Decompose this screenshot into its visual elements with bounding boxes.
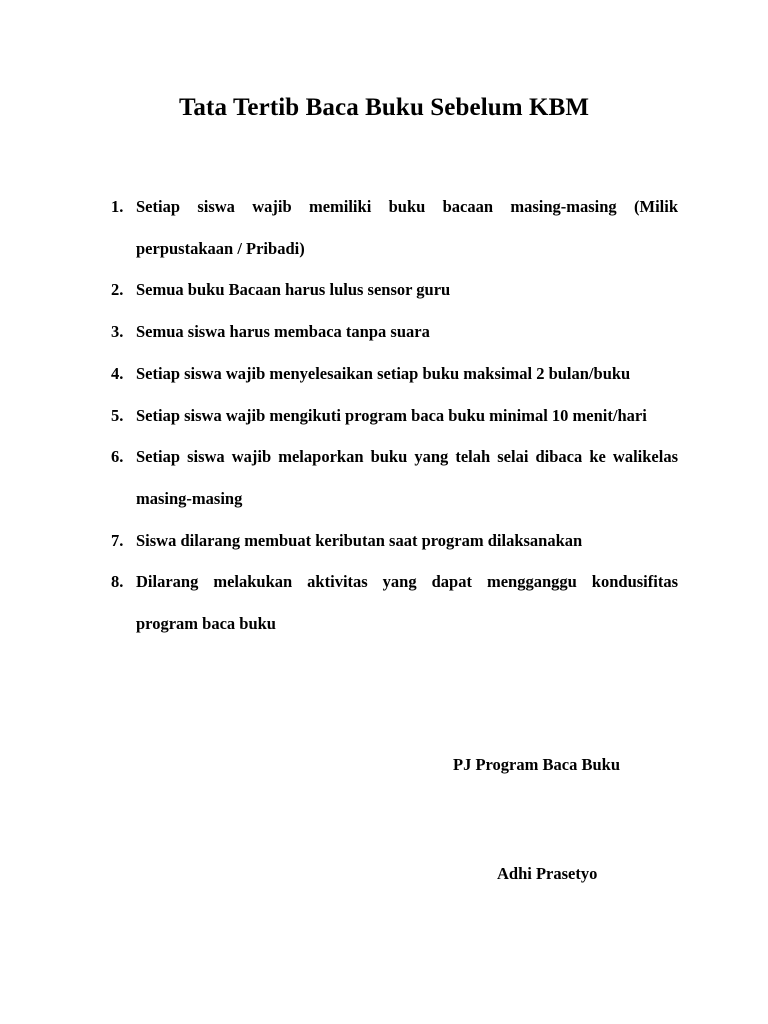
- rule-text: Dilarang melakukan aktivitas yang dapat mengganggu kondusifitas program baca buku: [136, 572, 678, 634]
- signature-name: Adhi Prasetyo: [497, 864, 598, 883]
- rule-number: 6.: [111, 447, 124, 467]
- rule-number: 3.: [111, 322, 124, 342]
- rule-item: [111, 436, 678, 519]
- rule-number: 1.: [111, 197, 124, 216]
- rule-text: Siswa dilarang membuat keributan saat program dilaksanakan: [136, 530, 583, 550]
- rule-item: [111, 269, 678, 311]
- rule-number: 8.: [111, 572, 124, 592]
- rule-text: Semua buku Bacaan harus lulus sensor guru: [136, 280, 451, 300]
- rule-text: Setiap siswa wajib menyelesaikan setiap buku maksimal 2 bulan/buku: [136, 363, 631, 383]
- signature-role: PJ Program Baca Buku: [453, 755, 620, 774]
- rule-item: [111, 186, 678, 269]
- rule-text: Setiap siswa wajib mengikuti program baca buku minimal 10 menit/hari: [136, 405, 647, 425]
- rule-item: [111, 353, 678, 395]
- document-title: Tata Tertib Baca Buku Sebelum KBM: [178, 94, 590, 121]
- rule-item: [111, 311, 678, 353]
- rule-text: Setiap siswa wajib memiliki buku bacaan masing-masing (Milik perpustakaan / Pribadi): [136, 197, 678, 258]
- rules-list: [111, 186, 678, 645]
- rule-number: 2.: [111, 280, 124, 300]
- rule-item: [111, 561, 678, 644]
- rule-text: Semua siswa harus membaca tanpa suara: [136, 322, 430, 342]
- rule-item: [111, 520, 678, 562]
- rule-item: [111, 395, 678, 437]
- rule-number: 4.: [111, 363, 124, 383]
- rule-number: 5.: [111, 405, 124, 425]
- rule-text: Setiap siswa wajib melaporkan buku yang telah selai dibaca ke walikelas masing-masing: [136, 447, 678, 508]
- rule-number: 7.: [111, 530, 124, 550]
